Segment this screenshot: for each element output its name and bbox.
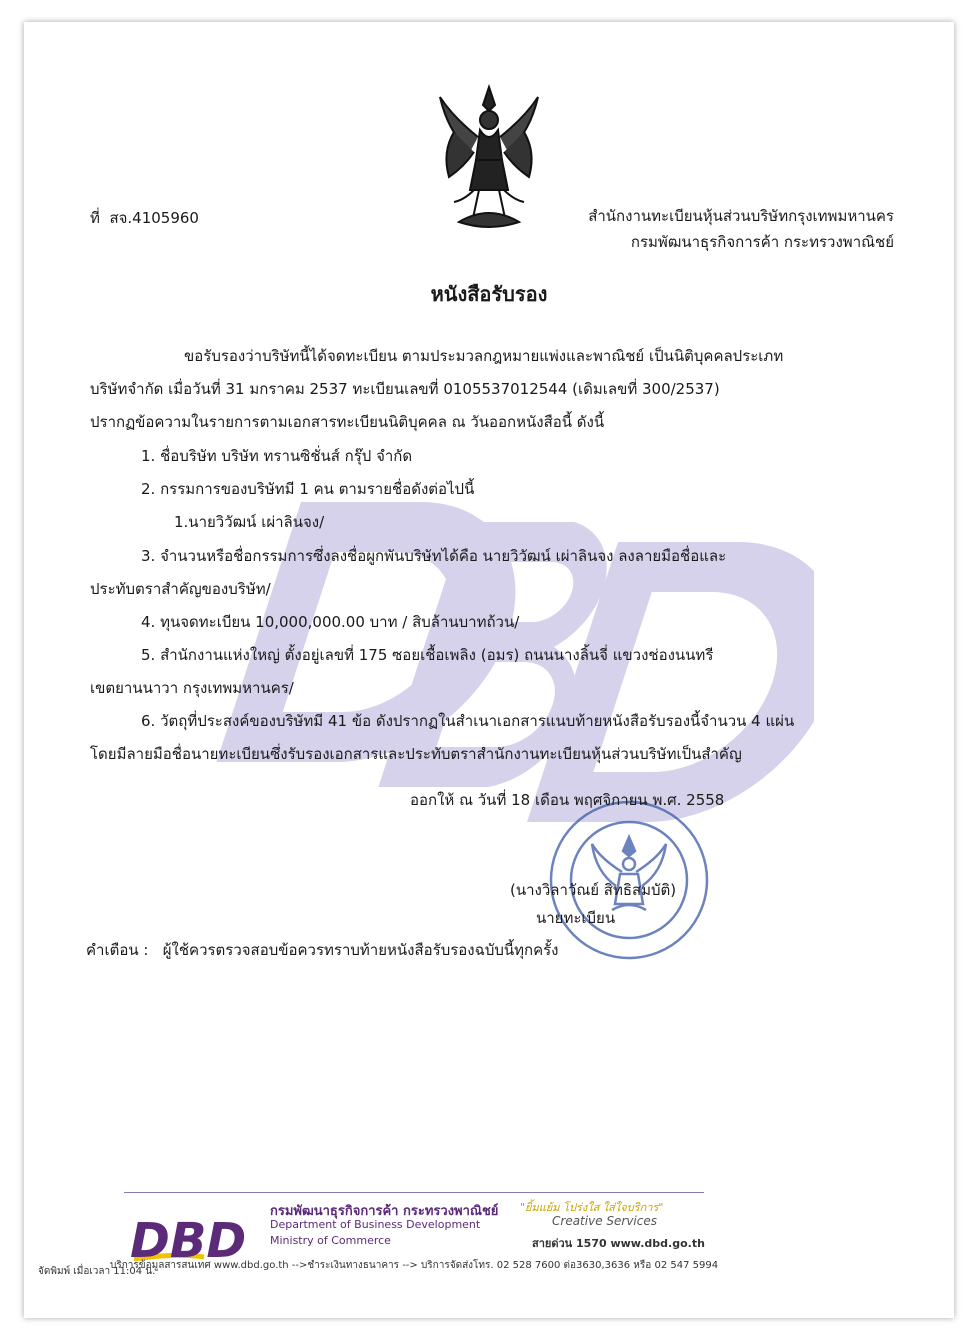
paragraph-line: บริษัทจำกัด เมื่อวันที่ 31 มกราคม 2537 ทะเบียนเลขที่ 0105537012544 (เดิมเลขที่ 300/2537) <box>90 380 720 398</box>
item-signatory-cont: ประทับตราสำคัญของบริษัท/ <box>90 580 271 598</box>
item-head-office-cont: เขตยานนาวา กรุงเทพมหานคร/ <box>90 679 294 697</box>
reference-number <box>90 208 199 228</box>
footer-creative: Creative Services <box>552 1214 657 1228</box>
dbd-logo-text: DBD <box>130 1213 247 1269</box>
garuda-emblem-icon <box>434 82 544 242</box>
warning-text: ผู้ใช้ควรตรวจสอบข้อควรทราบท้ายหนังสือรับรองฉบับนี้ทุกครั้ง <box>162 941 559 959</box>
office-line-1: สำนักงานทะเบียนหุ้นส่วนบริษัทกรุงเทพมหานคร <box>588 207 894 225</box>
item-directors: 2. กรรมการของบริษัทมี 1 คน ตามรายชื่อดังต่อไปนี้ <box>141 480 475 498</box>
certificate-page <box>24 22 954 1318</box>
item-capital: 4. ทุนจดทะเบียน 10,000,000.00 บาท / สิบล้านบาทถ้วน/ <box>141 613 520 631</box>
footer-services: บริการข้อมูลสารสนเทศ www.dbd.go.th -->ชำระเงินทางธนาคาร --> บริการจัดส่งโทร. 02 528 7600 ต่อ3630,3636 หรือ 02 547 5994 <box>110 1260 719 1271</box>
item-objectives-cont: โดยมีลายมือชื่อนายทะเบียนซึ่งรับรองเอกสารและประทับตราสำนักงานทะเบียนหุ้นส่วนบริษัทเป็นสำคัญ <box>90 745 742 763</box>
warning <box>86 940 559 960</box>
footer-dept-th: กรมพัฒนาธุรกิจการค้า กระทรวงพาณิชย์ <box>270 1204 499 1219</box>
item-director-name: 1.นายวิวัฒน์ เผ่าลินจง/ <box>174 513 325 531</box>
warning-label: คำเตือน : <box>86 941 149 959</box>
footer-divider <box>124 1192 704 1193</box>
reference-value: สจ.4105960 <box>109 209 199 227</box>
paragraph-line: ขอรับรองว่าบริษัทนี้ได้จดทะเบียน ตามประมวลกฎหมายแพ่งและพาณิชย์ เป็นนิติบุคคลประเภท <box>184 347 784 365</box>
office-line-2: กรมพัฒนาธุรกิจการค้า กระทรวงพาณิชย์ <box>630 233 894 251</box>
registrar-name: (นางวิลาวัณย์ สิทธิสมบัติ) <box>510 881 677 899</box>
footer-printed-time: จัดพิมพ์ เมื่อเวลา 11:04 น. <box>38 1266 156 1277</box>
footer-hotline: สายด่วน 1570 www.dbd.go.th <box>532 1237 705 1250</box>
document-title: หนังสือรับรอง <box>430 282 548 306</box>
registrar-title: นายทะเบียน <box>536 909 616 927</box>
item-objectives: 6. วัตถุที่ประสงค์ของบริษัทมี 41 ข้อ ดังปรากฏในสำเนาเอกสารแนบท้ายหนังสือรับรองนี้จำนวน 4 แผ่น <box>141 712 795 730</box>
issue-date: ออกให้ ณ วันที่ 18 เดือน พฤศจิกายน พ.ศ. 2558 <box>410 791 725 809</box>
item-company-name: 1. ชื่อบริษัท บริษัท ทรานซิชั่นส์ กรุ๊ป จำกัด <box>141 447 413 465</box>
item-head-office: 5. สำนักงานแห่งใหญ่ ตั้งอยู่เลขที่ 175 ซอยเชื้อเพลิง (อมร) ถนนนางลิ้นจี่ แขวงช่องนนทรี <box>141 646 714 664</box>
paragraph-line: ปรากฏข้อความในรายการตามเอกสารทะเบียนนิติบุคคล ณ วันออกหนังสือนี้ ดังนี้ <box>90 413 605 431</box>
footer-dept-en: Department of Business Development <box>270 1218 481 1231</box>
item-signatory: 3. จำนวนหรือชื่อกรรมการซึ่งลงชื่อผูกพันบริษัทได้คือ นายวิวัฒน์ เผ่าลินจง ลงลายมือชื่อและ <box>141 547 727 565</box>
reference-label: ที่ <box>90 209 100 227</box>
footer-slogan: "ยิ้มแย้ม โปร่งใส ใส่ใจบริการ" <box>520 1201 664 1214</box>
footer-ministry-en: Ministry of Commerce <box>270 1234 391 1247</box>
